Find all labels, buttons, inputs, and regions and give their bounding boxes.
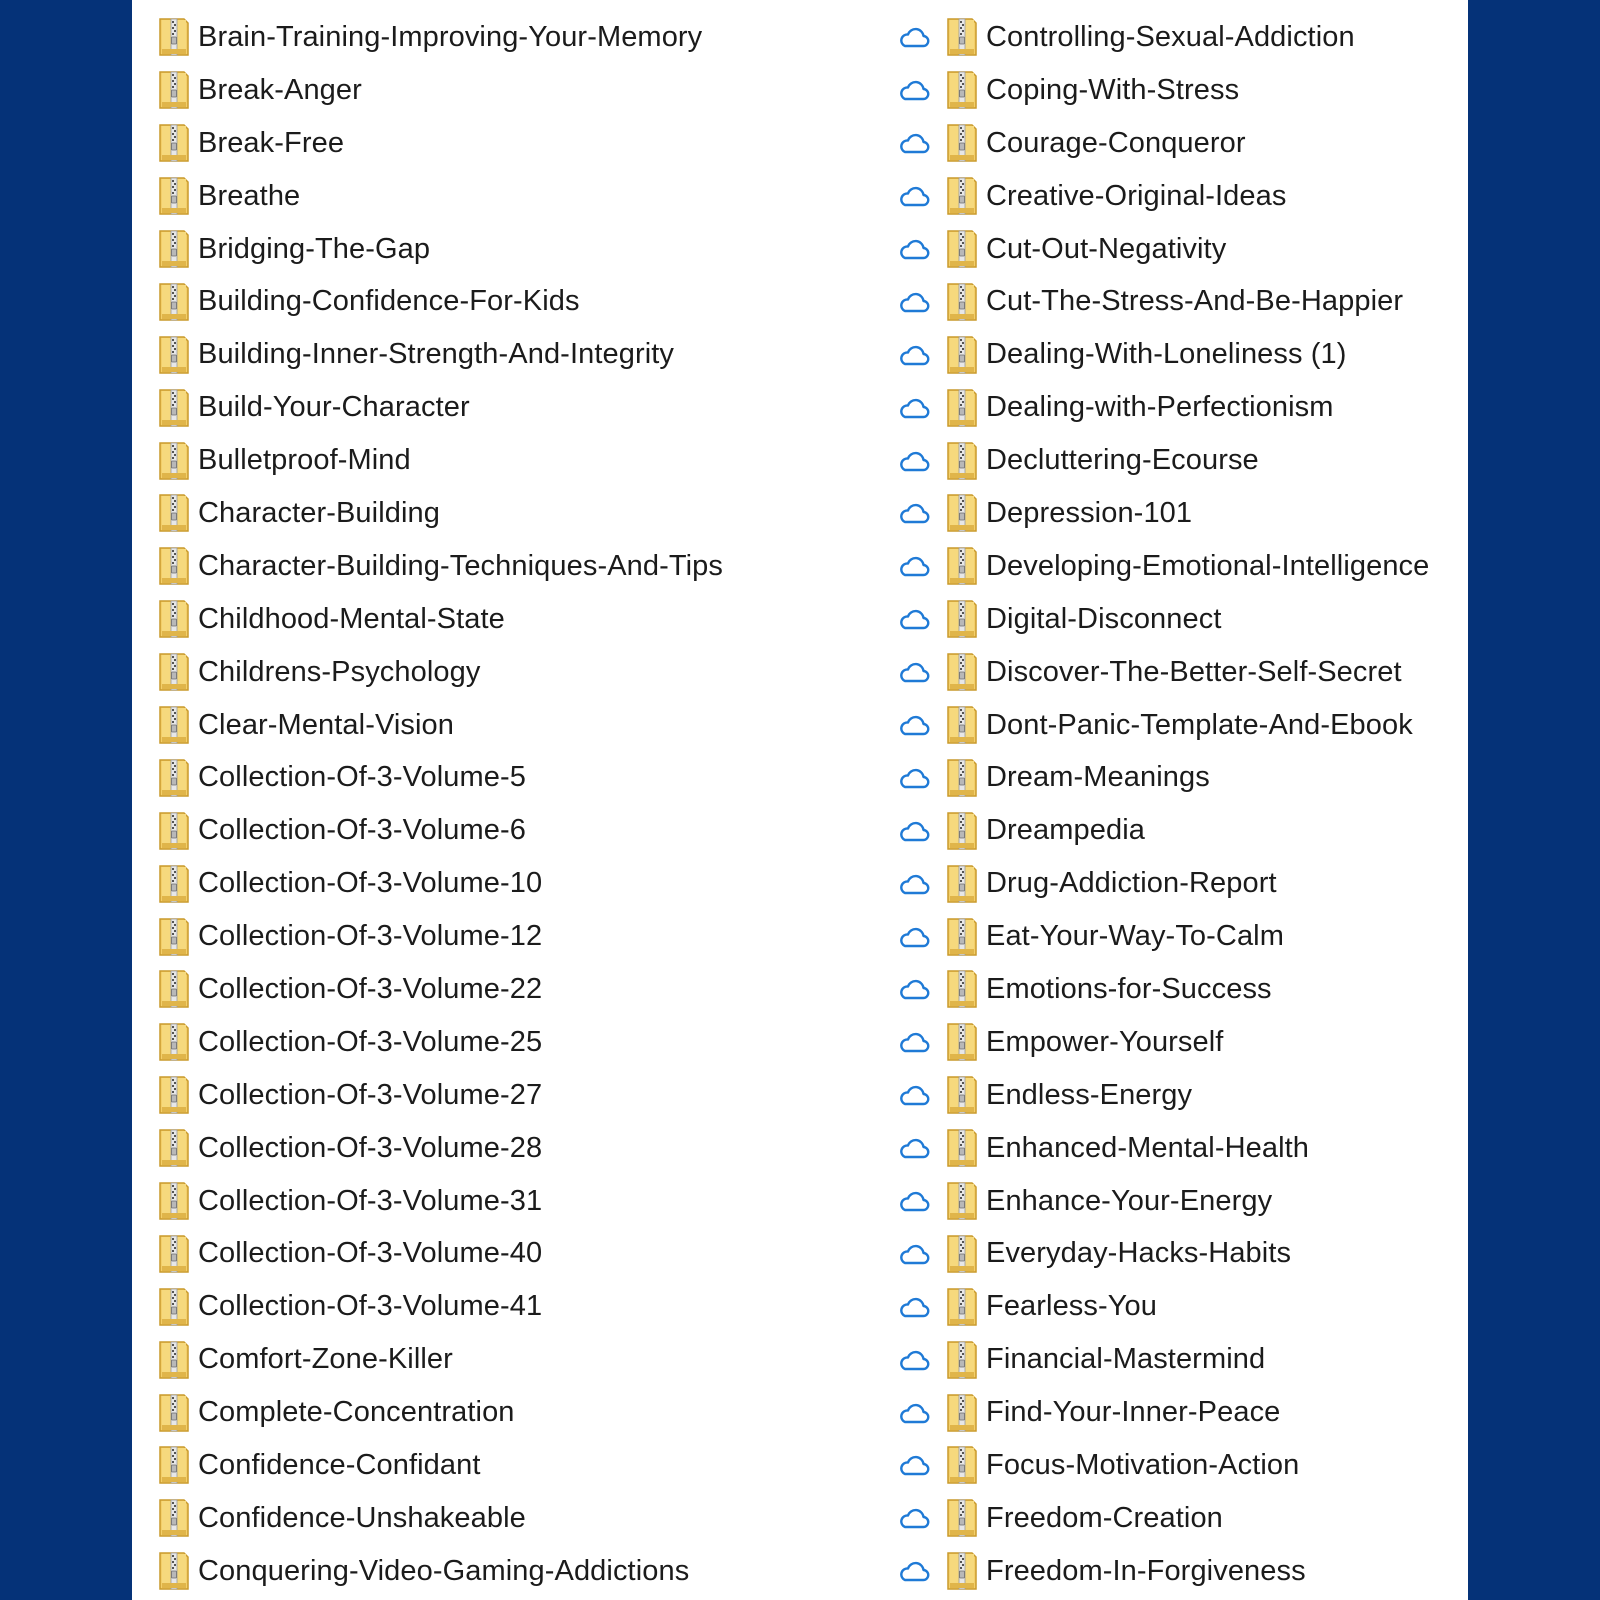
zip-folder-icon <box>946 705 978 745</box>
file-item[interactable] <box>158 275 928 328</box>
file-name: Character-Building <box>198 496 440 529</box>
file-item[interactable] <box>158 751 928 804</box>
zip-folder-icon <box>158 1128 190 1168</box>
file-item[interactable] <box>158 963 928 1016</box>
file-name: Courage-Conqueror <box>986 126 1246 159</box>
cloud-icon <box>896 501 930 525</box>
zip-folder-icon <box>946 1181 978 1221</box>
cloud-icon <box>896 1136 930 1160</box>
file-item[interactable] <box>158 910 928 963</box>
file-item[interactable] <box>946 857 1466 910</box>
file-name: Financial-Mastermind <box>986 1343 1266 1376</box>
cloud-icon <box>896 925 930 949</box>
zip-folder-icon <box>158 758 190 798</box>
file-name: Collection-Of-3-Volume-22 <box>198 972 543 1005</box>
cloud-icon <box>896 290 930 314</box>
file-name: Childrens-Psychology <box>198 655 481 688</box>
file-item[interactable] <box>946 1122 1466 1175</box>
cloud-icon <box>896 977 930 1001</box>
zip-folder-icon <box>946 1287 978 1327</box>
zip-folder-icon <box>158 1393 190 1433</box>
zip-folder-icon <box>946 652 978 692</box>
zip-folder-icon <box>946 123 978 163</box>
file-item[interactable] <box>946 1386 1466 1439</box>
file-name: Brain-Training-Improving-Your-Memory <box>198 20 703 53</box>
file-item[interactable] <box>946 328 1466 381</box>
file-item[interactable] <box>158 1175 928 1228</box>
file-name: Dreampedia <box>986 814 1145 847</box>
file-item[interactable] <box>158 1227 928 1280</box>
file-item[interactable] <box>946 11 1466 64</box>
file-item[interactable] <box>946 1016 1466 1069</box>
zip-folder-icon <box>158 388 190 428</box>
cloud-icon <box>896 1189 930 1213</box>
file-item[interactable] <box>946 593 1466 646</box>
cloud-icon <box>896 766 930 790</box>
file-name: Digital-Disconnect <box>986 602 1222 635</box>
file-name: Character-Building-Techniques-And-Tips <box>198 549 723 582</box>
file-name: Collection-Of-3-Volume-25 <box>198 1025 543 1058</box>
zip-folder-icon <box>946 441 978 481</box>
file-name: Cut-The-Stress-And-Be-Happier <box>986 285 1404 318</box>
cloud-icon <box>896 1242 930 1266</box>
cloud-icon <box>896 1348 930 1372</box>
file-item[interactable] <box>946 117 1466 170</box>
file-name: Cut-Out-Negativity <box>986 232 1227 265</box>
file-name: Complete-Concentration <box>198 1396 515 1429</box>
file-name: Drug-Addiction-Report <box>986 867 1277 900</box>
file-list-panel <box>132 0 1468 1600</box>
cloud-icon <box>896 184 930 208</box>
zip-folder-icon <box>946 388 978 428</box>
file-item[interactable] <box>946 1333 1466 1386</box>
file-item[interactable] <box>158 540 928 593</box>
file-name: Clear-Mental-Vision <box>198 708 455 741</box>
zip-folder-icon <box>946 335 978 375</box>
zip-folder-icon <box>946 176 978 216</box>
file-name: Eat-Your-Way-To-Calm <box>986 920 1284 953</box>
file-name: Collection-Of-3-Volume-6 <box>198 814 526 847</box>
cloud-icon <box>896 131 930 155</box>
zip-folder-icon <box>946 1445 978 1485</box>
file-name: Find-Your-Inner-Peace <box>986 1396 1281 1429</box>
zip-folder-icon <box>946 229 978 269</box>
zip-folder-icon <box>158 17 190 57</box>
file-name: Collection-Of-3-Volume-5 <box>198 761 526 794</box>
file-item[interactable] <box>158 64 928 117</box>
file-name: Freedom-Creation <box>986 1501 1223 1534</box>
zip-folder-icon <box>946 70 978 110</box>
file-name: Empower-Yourself <box>986 1025 1224 1058</box>
file-name: Dream-Meanings <box>986 761 1210 794</box>
file-item[interactable] <box>946 540 1466 593</box>
zip-folder-icon <box>158 229 190 269</box>
cloud-icon <box>896 1030 930 1054</box>
file-list-left-column <box>158 11 928 1598</box>
file-name: Build-Your-Character <box>198 391 470 424</box>
zip-folder-icon <box>158 1234 190 1274</box>
zip-folder-icon <box>946 1234 978 1274</box>
zip-folder-icon <box>158 441 190 481</box>
file-item[interactable] <box>946 1227 1466 1280</box>
zip-folder-icon <box>158 1551 190 1591</box>
file-name: Discover-The-Better-Self-Secret <box>986 655 1402 688</box>
cloud-icon <box>896 660 930 684</box>
file-item[interactable] <box>158 223 928 276</box>
file-item[interactable] <box>946 1439 1466 1492</box>
file-item[interactable] <box>946 910 1466 963</box>
file-name: Everyday-Hacks-Habits <box>986 1237 1292 1270</box>
file-item[interactable] <box>158 117 928 170</box>
zip-folder-icon <box>158 1498 190 1538</box>
cloud-icon <box>896 713 930 737</box>
zip-folder-icon <box>158 1340 190 1380</box>
file-item[interactable] <box>946 963 1466 1016</box>
file-name: Collection-Of-3-Volume-28 <box>198 1131 543 1164</box>
file-name: Collection-Of-3-Volume-41 <box>198 1290 543 1323</box>
file-name: Coping-With-Stress <box>986 73 1240 106</box>
cloud-icon <box>896 872 930 896</box>
file-name: Enhance-Your-Energy <box>986 1184 1273 1217</box>
file-name: Developing-Emotional-Intelligence <box>986 549 1430 582</box>
file-name: Break-Anger <box>198 73 362 106</box>
file-item[interactable] <box>946 1492 1466 1545</box>
file-name: Collection-Of-3-Volume-31 <box>198 1184 543 1217</box>
file-item[interactable] <box>158 11 928 64</box>
zip-folder-icon <box>158 335 190 375</box>
zip-folder-icon <box>158 917 190 957</box>
zip-folder-icon <box>946 1498 978 1538</box>
cloud-icon <box>896 1401 930 1425</box>
zip-folder-icon <box>946 969 978 1009</box>
cloud-icon <box>896 78 930 102</box>
cloud-icon <box>896 554 930 578</box>
file-item[interactable] <box>158 646 928 699</box>
zip-folder-icon <box>946 17 978 57</box>
file-item[interactable] <box>158 1492 928 1545</box>
cloud-icon <box>896 607 930 631</box>
zip-folder-icon <box>158 493 190 533</box>
file-list-right-column <box>946 11 1466 1598</box>
zip-folder-icon <box>946 282 978 322</box>
file-item[interactable] <box>946 1069 1466 1122</box>
file-name: Confidence-Confidant <box>198 1448 481 1481</box>
file-item[interactable] <box>158 328 928 381</box>
file-name: Controlling-Sexual-Addiction <box>986 20 1355 53</box>
zip-folder-icon <box>158 599 190 639</box>
file-item[interactable] <box>946 487 1466 540</box>
cloud-icon <box>896 396 930 420</box>
file-item[interactable] <box>946 699 1466 752</box>
zip-folder-icon <box>946 1075 978 1115</box>
cloud-icon <box>896 1083 930 1107</box>
cloud-icon <box>896 343 930 367</box>
file-name: Collection-Of-3-Volume-12 <box>198 920 543 953</box>
file-item[interactable] <box>158 1545 928 1598</box>
file-name: Break-Free <box>198 126 345 159</box>
cloud-icon <box>896 1559 930 1583</box>
file-name: Freedom-In-Forgiveness <box>986 1554 1306 1587</box>
file-item[interactable] <box>946 646 1466 699</box>
file-item[interactable] <box>946 170 1466 223</box>
file-name: Fearless-You <box>986 1290 1157 1323</box>
cloud-icon <box>896 25 930 49</box>
zip-folder-icon <box>946 1393 978 1433</box>
zip-folder-icon <box>946 864 978 904</box>
file-name: Dealing-with-Perfectionism <box>986 391 1334 424</box>
zip-folder-icon <box>158 1022 190 1062</box>
file-item[interactable] <box>158 170 928 223</box>
file-item[interactable] <box>158 434 928 487</box>
zip-folder-icon <box>158 282 190 322</box>
cloud-icon <box>896 819 930 843</box>
zip-folder-icon <box>158 123 190 163</box>
cloud-icon <box>896 1453 930 1477</box>
file-name: Creative-Original-Ideas <box>986 179 1287 212</box>
file-name: Bulletproof-Mind <box>198 444 411 477</box>
file-item[interactable] <box>158 487 928 540</box>
file-item[interactable] <box>946 1280 1466 1333</box>
file-item[interactable] <box>158 1386 928 1439</box>
file-name: Confidence-Unshakeable <box>198 1501 526 1534</box>
zip-folder-icon <box>946 1022 978 1062</box>
zip-folder-icon <box>158 176 190 216</box>
zip-folder-icon <box>158 1445 190 1485</box>
zip-folder-icon <box>946 599 978 639</box>
file-item[interactable] <box>158 804 928 857</box>
zip-folder-icon <box>946 811 978 851</box>
zip-folder-icon <box>158 864 190 904</box>
zip-folder-icon <box>946 1128 978 1168</box>
file-item[interactable] <box>158 1280 928 1333</box>
file-item[interactable] <box>158 1333 928 1386</box>
zip-folder-icon <box>946 493 978 533</box>
zip-folder-icon <box>158 811 190 851</box>
file-item[interactable] <box>158 699 928 752</box>
file-item[interactable] <box>946 434 1466 487</box>
zip-folder-icon <box>158 652 190 692</box>
file-name: Collection-Of-3-Volume-27 <box>198 1078 543 1111</box>
zip-folder-icon <box>946 1340 978 1380</box>
file-item[interactable] <box>946 804 1466 857</box>
file-name: Decluttering-Ecourse <box>986 444 1259 477</box>
file-name: Building-Confidence-For-Kids <box>198 285 580 318</box>
file-name: Dealing-With-Loneliness (1) <box>986 338 1347 371</box>
cloud-icon <box>896 1506 930 1530</box>
zip-folder-icon <box>158 1181 190 1221</box>
file-name: Focus-Motivation-Action <box>986 1448 1300 1481</box>
zip-folder-icon <box>158 546 190 586</box>
file-item[interactable] <box>158 593 928 646</box>
zip-folder-icon <box>946 758 978 798</box>
zip-folder-icon <box>158 1287 190 1327</box>
cloud-icon <box>896 237 930 261</box>
file-item[interactable] <box>158 1439 928 1492</box>
file-item[interactable] <box>946 751 1466 804</box>
file-item[interactable] <box>158 1122 928 1175</box>
zip-folder-icon <box>158 705 190 745</box>
file-item[interactable] <box>158 857 928 910</box>
file-name: Building-Inner-Strength-And-Integrity <box>198 338 674 371</box>
zip-folder-icon <box>158 1075 190 1115</box>
cloud-icon <box>896 449 930 473</box>
zip-folder-icon <box>946 1551 978 1591</box>
file-name: Conquering-Video-Gaming-Addictions <box>198 1554 690 1587</box>
file-item[interactable] <box>946 223 1466 276</box>
file-item[interactable] <box>158 1069 928 1122</box>
file-name: Emotions-for-Success <box>986 972 1272 1005</box>
zip-folder-icon <box>946 546 978 586</box>
file-name: Collection-Of-3-Volume-10 <box>198 867 543 900</box>
zip-folder-icon <box>158 70 190 110</box>
file-name: Bridging-The-Gap <box>198 232 431 265</box>
file-item[interactable] <box>158 381 928 434</box>
file-name: Breathe <box>198 179 301 212</box>
file-name: Comfort-Zone-Killer <box>198 1343 453 1376</box>
file-item[interactable] <box>946 1545 1466 1598</box>
zip-folder-icon <box>158 969 190 1009</box>
file-name: Enhanced-Mental-Health <box>986 1131 1309 1164</box>
zip-folder-icon <box>946 917 978 957</box>
cloud-icon <box>896 1295 930 1319</box>
file-item[interactable] <box>158 1016 928 1069</box>
file-item[interactable] <box>946 64 1466 117</box>
file-name: Childhood-Mental-State <box>198 602 505 635</box>
file-item[interactable] <box>946 381 1466 434</box>
file-name: Endless-Energy <box>986 1078 1193 1111</box>
file-name: Dont-Panic-Template-And-Ebook <box>986 708 1413 741</box>
file-name: Collection-Of-3-Volume-40 <box>198 1237 543 1270</box>
file-item[interactable] <box>946 1175 1466 1228</box>
file-name: Depression-101 <box>986 496 1193 529</box>
file-item[interactable] <box>946 275 1466 328</box>
